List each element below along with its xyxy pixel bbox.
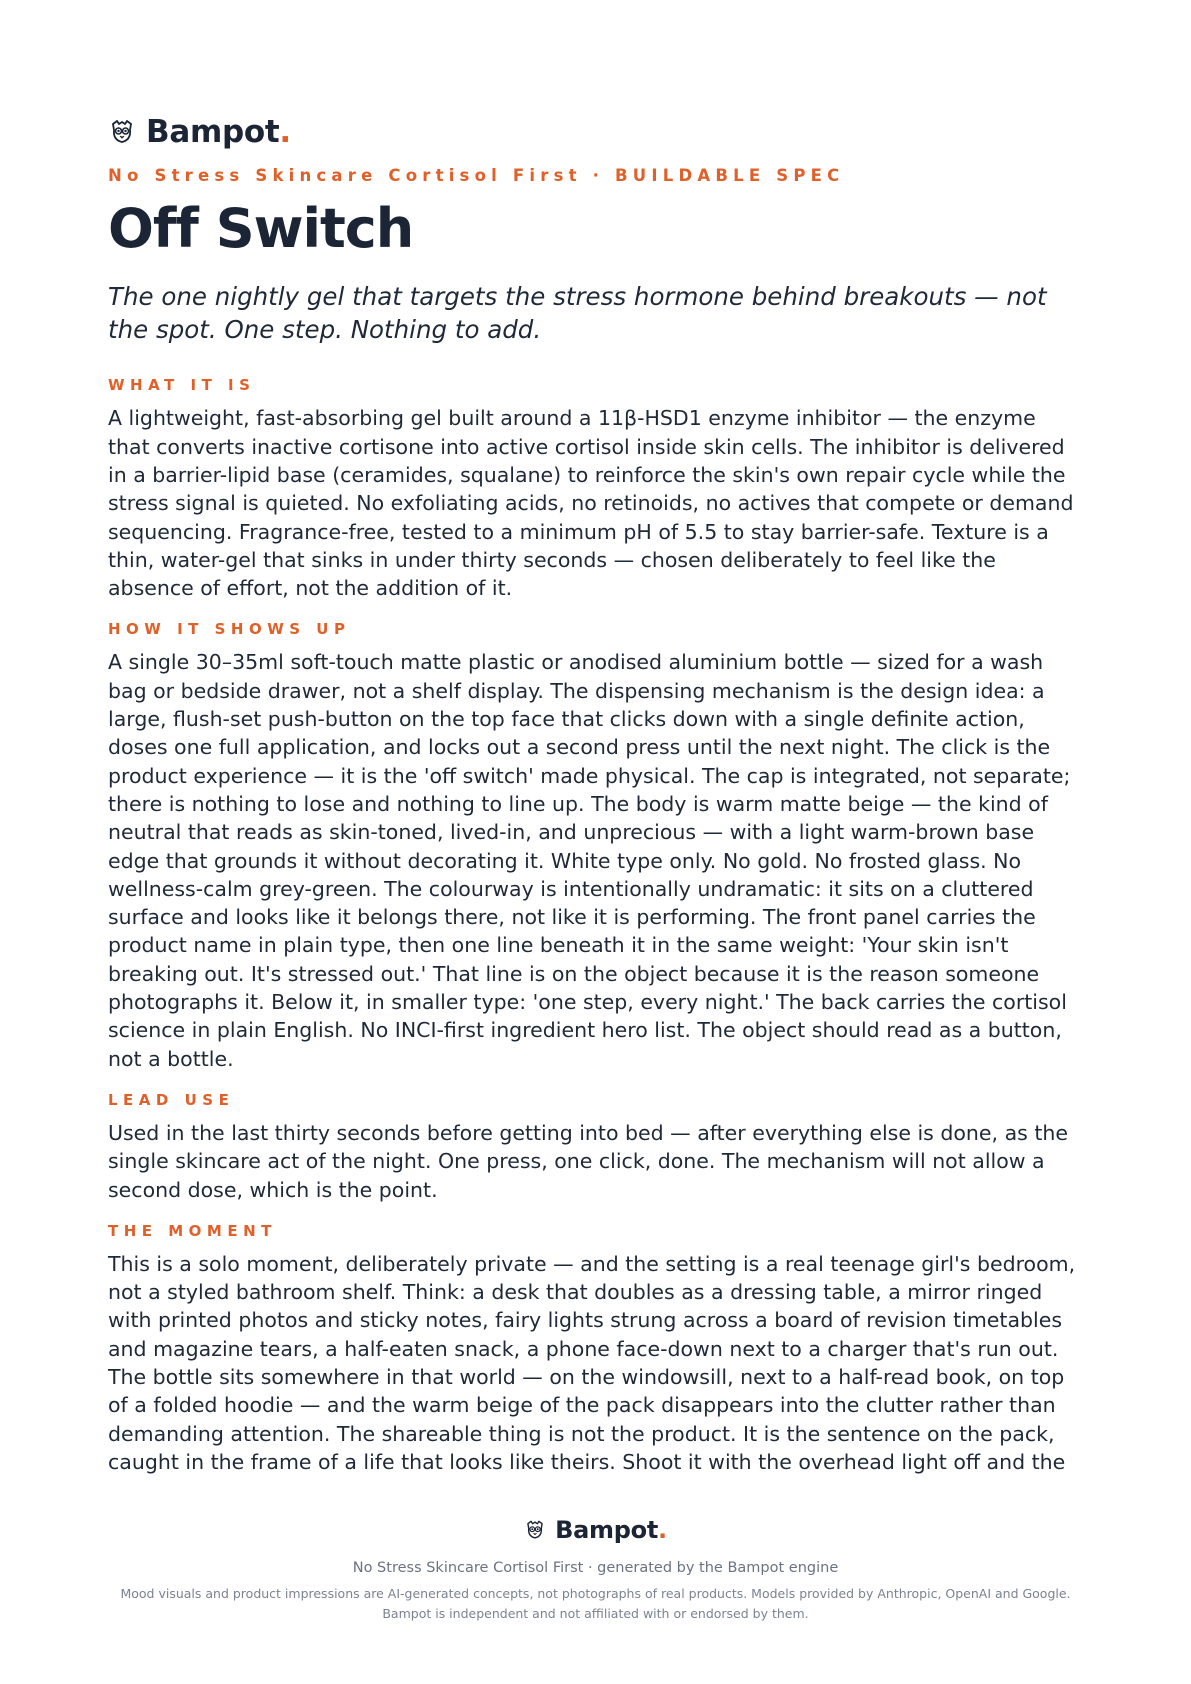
- footer-credit: No Stress Skincare Cortisol First · generated by the Bampot engine: [352, 1560, 839, 1576]
- footer-disclaimer: Mood visuals and product impressions are AI-generated concepts, not photographs of real products. Models provided by Anthropic, OpenAI and Google. Bampot is independent and not affiliated with or endorsed by them.: [120, 1586, 1071, 1621]
- section-heading-what-it-is: WHAT IT IS: [108, 376, 256, 395]
- section-heading-the-moment: THE MOMENT: [108, 1221, 277, 1240]
- footer-brand-name: Bampot.: [555, 1516, 667, 1544]
- section-body-lead-use: Used in the last thirty seconds before getting into bed — after everything else is done, as the single skincare act of the night. One press, one click, done. The mechanism will not allow a second dose, which is the point.: [108, 1120, 1068, 1202]
- owl-mascot-icon: [108, 118, 136, 146]
- section-body-the-moment: This is a solo moment, deliberately private — and the setting is a real teenage girl's bedroom, not a styled bathroom shelf. Think: a desk that doubles as a dressing table, a mirror ringed with printed photos and sticky notes, fairy lights strung across a board of revision timetables and magazine tears, a half-eaten snack, a phone face-down next to a charger that's run out. The bottle sits somewhere in that world — on the windowsill, next to a half-read book, on top of a folded hoodie — and the warm beige of the pack disappears into the clutter rather than demanding attention. The shareable thing is not the product. It is the sentence on the pack, caught in the frame of a life that looks like theirs. Shoot it with the overhead light off and the: [108, 1251, 1076, 1474]
- footer-brand: [0, 1512, 1191, 1548]
- eyebrow-label: No Stress Skincare Cortisol First · BUILDABLE SPEC: [108, 166, 845, 185]
- section-body-how-it-shows-up: A single 30–35ml soft-touch matte plastic or anodised aluminium bottle — sized for a wash bag or bedside drawer, not a shelf display. The dispensing mechanism is the design idea: a large, flush-set push-button on the top face that clicks down with a single definite action, doses one full application, and locks out a second press until the next night. The click is the product experience — it is the 'off switch' made physical. The cap is integrated, not separate; there is nothing to lose and nothing to line up. The body is warm matte beige — the kind of neutral that reads as skin-toned, lived-in, and unprecious — with a light warm-brown base edge that grounds it without decorating it. White type only. No gold. No frosted glass. No wellness-calm grey-green. The colourway is intentionally undramatic: it sits on a cluttered surface and looks like it belongs there, not like it is performing. The front panel carries the product name in plain type, then one line beneath it in the same weight: 'Your skin isn't breaking out. It's stressed out.' That line is on the object because it is the reason someone photographs it. Below it, in smaller type: 'one step, every night.' The back carries the cortisol science in plain English. No INCI-first ingredient hero list. The object should read as a button, not a bottle.: [108, 650, 1071, 1071]
- page-title: Off Switch: [108, 197, 414, 260]
- brand-header: [108, 108, 1083, 156]
- section-heading-lead-use: LEAD USE: [108, 1090, 235, 1109]
- page-footer: [0, 1512, 1191, 1624]
- spec-document: [108, 108, 1083, 1476]
- owl-mascot-icon: [524, 1519, 546, 1541]
- page-subtitle: The one nightly gel that targets the stress hormone behind breakouts — not the spot. One step. Nothing to add.: [108, 282, 1047, 345]
- brand-name: Bampot.: [146, 114, 291, 150]
- section-body-what-it-is: A lightweight, fast-absorbing gel built around a 11β-HSD1 enzyme inhibitor — the enzyme that converts inactive cortisone into active cortisol inside skin cells. The inhibitor is delivered in a barrier-lipid base (ceramides, squalane) to reinforce the skin's own repair cycle while the stress signal is quieted. No exfoliating acids, no retinoids, no actives that compete or demand sequencing. Fragrance-free, tested to a minimum pH of 5.5 to stay barrier-safe. Texture is a thin, water-gel that sinks in under thirty seconds — chosen deliberately to feel like the absence of effort, not the addition of it.: [108, 406, 1074, 601]
- section-heading-how-it-shows-up: HOW IT SHOWS UP: [108, 620, 351, 639]
